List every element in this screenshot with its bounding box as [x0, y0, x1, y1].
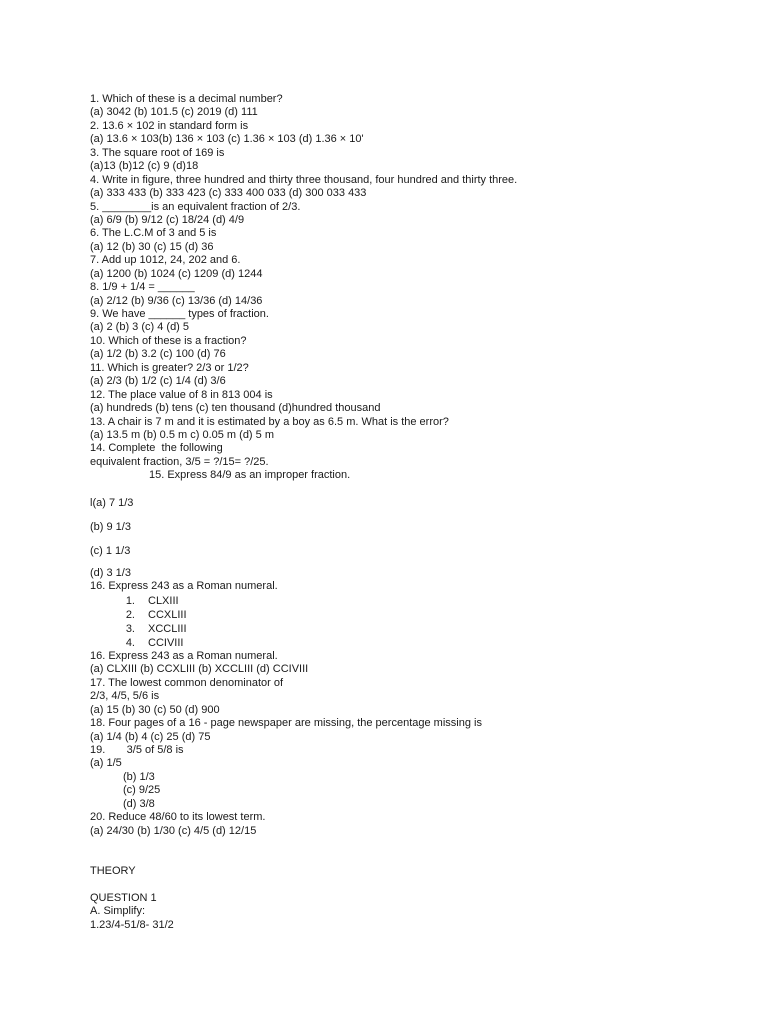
question-8-options: (a) 2/12 (b) 9/36 (c) 13/36 (d) 14/36	[90, 294, 263, 307]
question-9-options: (a) 2 (b) 3 (c) 4 (d) 5	[90, 321, 190, 334]
question-16-b: 16. Express 243 as a Roman numeral.	[90, 649, 278, 662]
question-5-options: (a) 6/9 (b) 9/12 (c) 18/24 (d) 4/9	[90, 213, 245, 226]
question-6-options: (a) 12 (b) 30 (c) 15 (d) 36	[90, 240, 214, 253]
question-16-b-options: (a) CLXIII (b) CCXLIII (b) XCCLIII (d) CCIVIII	[90, 663, 309, 676]
question-2-options: (a) 13.6 × 103(b) 136 × 103 (c) 1.36 × 103 (d) 1.36 × 10'	[90, 133, 364, 146]
question-1: 1. Which of these is a decimal number?	[90, 93, 283, 105]
question-13: 13. A chair is 7 m and it is estimated by a boy as 6.5 m. What is the error?	[90, 415, 449, 428]
question-14-line-1: 14. Complete the following	[90, 442, 223, 455]
document-body	[90, 93, 730, 932]
list-item: 2. CCXLIII	[125, 608, 187, 621]
question-6: 6. The L.C.M of 3 and 5 is	[90, 227, 217, 240]
question-12-options: (a) hundreds (b) tens (c) ten thousand (d)hundred thousand	[90, 402, 381, 415]
question-18: 18. Four pages of a 16 - page newspaper are missing, the percentage missing is	[90, 717, 482, 730]
list-item: 3. XCCLIII	[125, 622, 187, 635]
roman-numeral-list	[90, 594, 730, 650]
theory-heading: THEORY	[90, 865, 136, 877]
question-19-option-b: (b) 1/3	[123, 770, 155, 783]
question-19: 19. 3/5 of 5/8 is	[90, 743, 184, 756]
question-15-option-a: l(a) 7 1/3	[90, 496, 134, 509]
question-19-option-d: (d) 3/8	[123, 797, 155, 810]
question-10-options: (a) 1/2 (b) 3.2 (c) 100 (d) 76	[90, 348, 226, 361]
theory-part-a: A. Simplify:	[90, 905, 146, 918]
question-1-options: (a) 3042 (b) 101.5 (c) 2019 (d) 111	[90, 106, 258, 119]
question-7-options: (a) 1200 (b) 1024 (c) 1209 (d) 1244	[90, 267, 263, 280]
question-17-options: (a) 15 (b) 30 (c) 50 (d) 900	[90, 703, 220, 716]
question-18-options: (a) 1/4 (b) 4 (c) 25 (d) 75	[90, 730, 211, 743]
question-19-option-c: (c) 9/25	[123, 784, 161, 797]
question-3: 3. The square root of 169 is	[90, 146, 225, 159]
question-17-line-1: 17. The lowest common denominator of	[90, 676, 284, 689]
question-3-options: (a)13 (b)12 (c) 9 (d)18	[90, 160, 199, 173]
question-4: 4. Write in figure, three hundred and thirty three thousand, four hundred and thirty three.	[90, 173, 518, 186]
question-15: 15. Express 84/9 as an improper fraction.	[149, 469, 351, 482]
question-7: 7. Add up 1012, 24, 202 and 6.	[90, 254, 241, 267]
question-5: 5. ________is an equivalent fraction of 2/3.	[90, 200, 301, 213]
question-15-option-c: (c) 1 1/3	[90, 544, 131, 557]
question-16-a: 16. Express 243 as a Roman numeral.	[90, 580, 278, 593]
question-9: 9. We have ______ types of fraction.	[90, 308, 269, 320]
question-14-line-2: equivalent fraction, 3/5 = ?/15= ?/25.	[90, 455, 269, 468]
question-10: 10. Which of these is a fraction?	[90, 334, 247, 347]
question-11: 11. Which is greater? 2/3 or 1/2?	[90, 361, 249, 374]
question-8: 8. 1/9 + 1/4 = ______	[90, 281, 195, 294]
list-item: 1. CLXIII	[125, 594, 179, 607]
theory-expression: 1.23/4-51/8- 31/2	[90, 918, 174, 931]
question-17-line-2: 2/3, 4/5, 5/6 is	[90, 690, 160, 703]
list-item: 4. CCIVIII	[125, 636, 184, 649]
question-11-options: (a) 2/3 (b) 1/2 (c) 1/4 (d) 3/6	[90, 375, 226, 388]
question-19-option-a: (a) 1/5	[90, 757, 122, 770]
question-2: 2. 13.6 × 102 in standard form is	[90, 119, 249, 132]
question-12: 12. The place value of 8 in 813 004 is	[90, 388, 273, 401]
question-15-option-b: (b) 9 1/3	[90, 520, 131, 533]
question-20-options: (a) 24/30 (b) 1/30 (c) 4/5 (d) 12/15	[90, 824, 257, 837]
question-20: 20. Reduce 48/60 to its lowest term.	[90, 811, 266, 824]
question-13-options: (a) 13.5 m (b) 0.5 m c) 0.05 m (d) 5 m	[90, 428, 274, 441]
question-15-option-d: (d) 3 1/3	[90, 567, 131, 579]
theory-question-1: QUESTION 1	[90, 891, 157, 904]
question-4-options: (a) 333 433 (b) 333 423 (c) 333 400 033 (d) 300 033 433	[90, 187, 367, 200]
